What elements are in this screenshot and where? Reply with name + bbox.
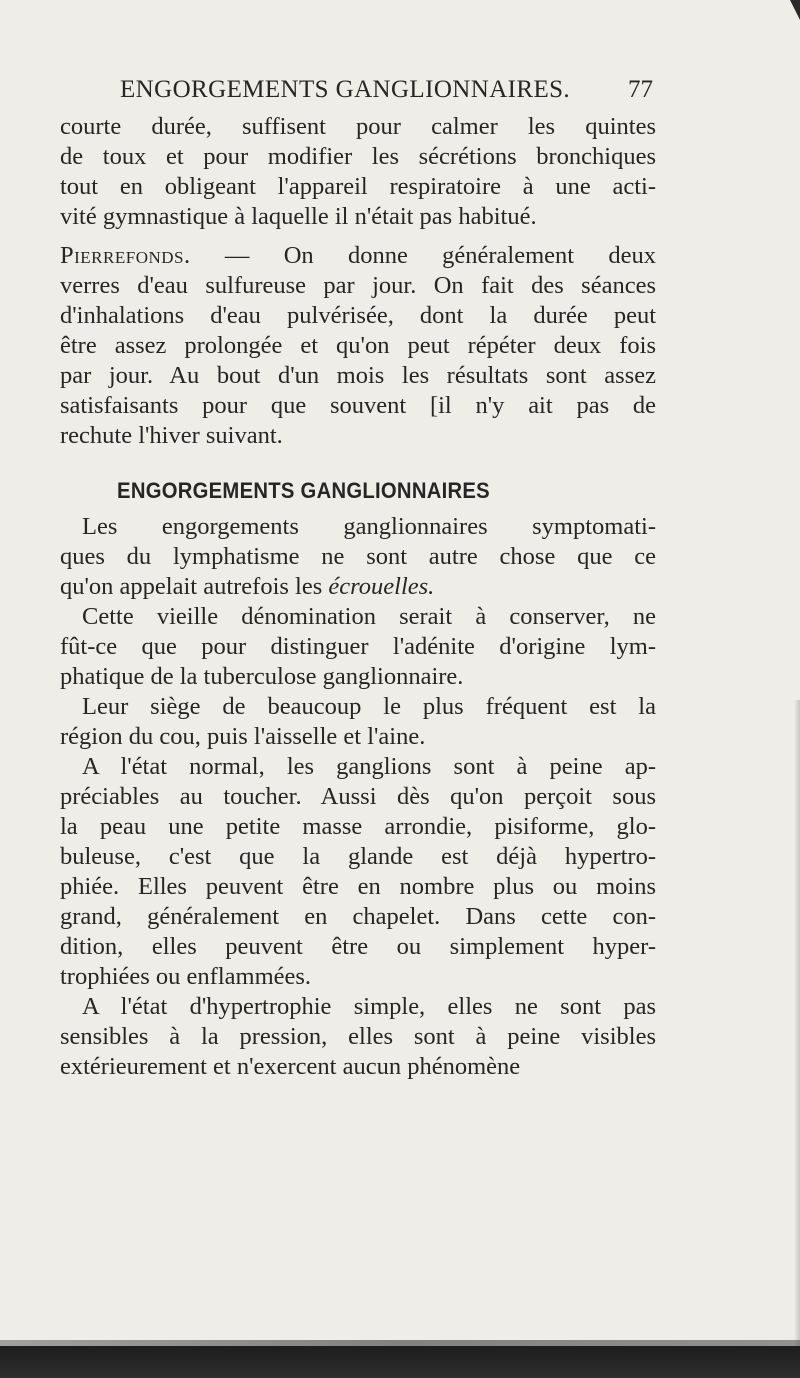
text-line: tout en obligeant l'appareil respiratoire à une acti-	[60, 173, 656, 200]
section-heading: ENGORGEMENTS GANGLIONNAIRES	[117, 478, 490, 503]
running-head	[0, 76, 800, 108]
text-line: dition, elles peuvent être ou simplement hyper-	[60, 933, 656, 960]
text-line: préciables au toucher. Aussi dès qu'on perçoit sous	[60, 783, 656, 810]
paragraph	[60, 112, 656, 232]
text-line: Les engorgements ganglionnaires symptomati-	[82, 513, 656, 540]
text-line: de toux et pour modifier les sécrétions bronchiques	[60, 143, 656, 170]
running-title: ENGORGEMENTS GANGLIONNAIRES.	[120, 76, 571, 103]
book-bottom-edge	[0, 1346, 800, 1378]
text-line: trophiées ou enflammées.	[60, 963, 312, 990]
text-line: région du cou, puis l'aisselle et l'aine.	[60, 723, 426, 750]
text-line: rechute l'hiver suivant.	[60, 422, 283, 449]
paragraph	[60, 992, 656, 1082]
text-line: par jour. Au bout d'un mois les résultats sont assez	[60, 362, 656, 389]
page-corner-mark	[790, 0, 800, 20]
paragraph	[60, 752, 656, 992]
text-line: satisfaisants pour que souvent [il n'y ait pas de	[60, 392, 656, 419]
text-line: ques du lymphatisme ne sont autre chose que ce	[60, 543, 656, 570]
text-line	[60, 572, 656, 602]
italic-term: écrouelles.	[328, 573, 435, 600]
text-run: qu'on appelait autrefois les	[60, 573, 329, 600]
page-number: 77	[628, 76, 653, 103]
paragraph	[60, 692, 656, 752]
text-line: Leur siège de beaucoup le plus fréquent est la	[82, 693, 656, 720]
text-line: sensibles à la pression, elles sont à peine visibles	[60, 1023, 656, 1050]
text-line: la peau une petite masse arrondie, pisiforme, glo-	[60, 813, 656, 840]
text-line: verres d'eau sulfureuse par jour. On fait des séances	[60, 272, 656, 299]
text-run: — On donne généralement deux	[190, 242, 656, 269]
text-line: extérieurement et n'exercent aucun phénomène	[60, 1053, 521, 1080]
text-line: phiée. Elles peuvent être en nombre plus ou moins	[60, 873, 656, 900]
text-line: A l'état d'hypertrophie simple, elles ne sont pas	[82, 993, 656, 1020]
body-text	[60, 112, 656, 1082]
paragraph	[60, 512, 656, 602]
text-line: d'inhalations d'eau pulvérisée, dont la durée peut	[60, 302, 656, 329]
text-line: vité gymnastique à laquelle il n'était pas habitué.	[60, 203, 537, 230]
text-line: buleuse, c'est que la glande est déjà hypertro-	[60, 843, 656, 870]
paragraph	[60, 241, 656, 451]
text-line: courte durée, suffisent pour calmer les quintes	[60, 113, 656, 140]
text-line: fût-ce que pour distinguer l'adénite d'origine lym-	[60, 633, 656, 660]
page-edge-shadow	[794, 700, 800, 1350]
text-line: A l'état normal, les ganglions sont à peine ap-	[82, 753, 656, 780]
place-name: Pierrefonds.	[60, 242, 191, 269]
text-line	[60, 241, 656, 271]
text-line: phatique de la tuberculose ganglionnaire.	[60, 663, 464, 690]
paragraph	[60, 602, 656, 692]
text-line: grand, généralement en chapelet. Dans cette con-	[60, 903, 656, 930]
text-line: être assez prolongée et qu'on peut répéter deux fois	[60, 332, 656, 359]
text-line: Cette vieille dénomination serait à conserver, ne	[82, 603, 656, 630]
